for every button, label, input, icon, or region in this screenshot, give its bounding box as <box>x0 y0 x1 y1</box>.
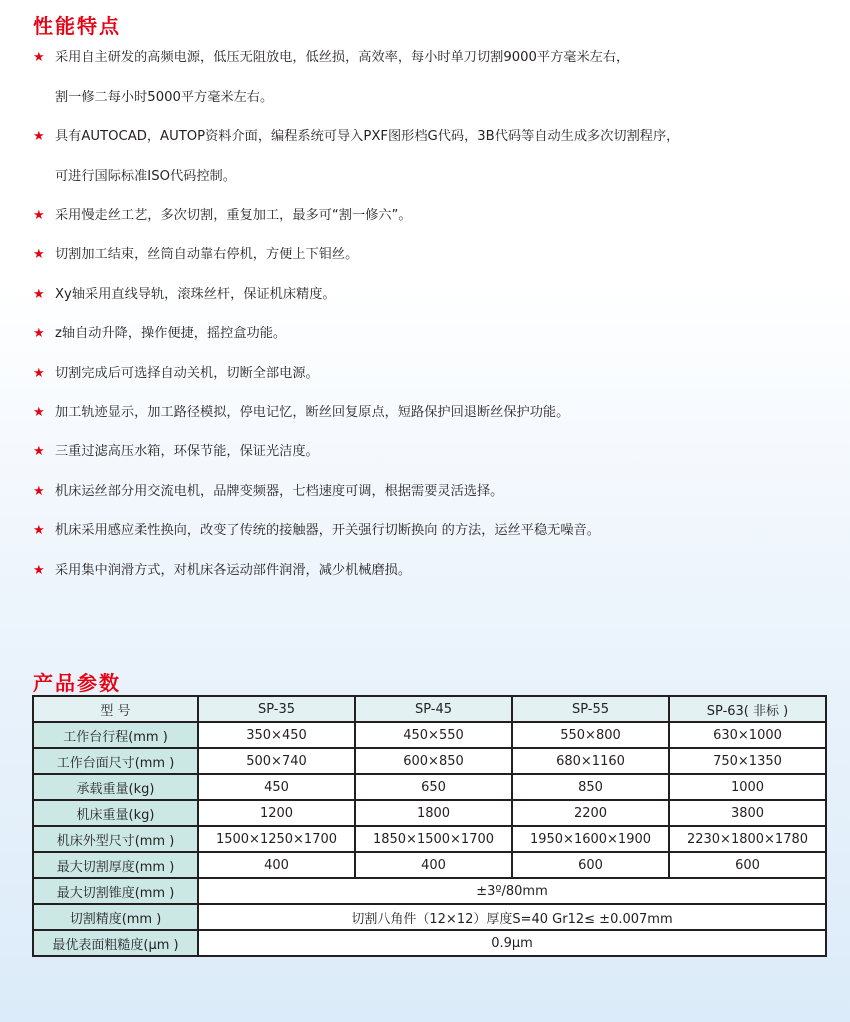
feature-item: ★ 三重过滤高压水箱，环保节能，保证光洁度。 <box>33 442 319 462</box>
star-icon: ★ <box>33 208 45 223</box>
star-icon: ★ <box>33 287 45 302</box>
star-icon: ★ <box>33 366 45 381</box>
value-cell: 1000 <box>669 774 826 800</box>
value-cell: 400 <box>198 852 355 878</box>
value-cell: 450 <box>198 774 355 800</box>
model-header-cell: SP-35 <box>198 696 355 722</box>
value-cell: 1200 <box>198 800 355 826</box>
row-label-cell: 最大切割锥度(mm ) <box>33 878 198 904</box>
feature-item: ★ 采用集中润滑方式，对机床各运动部件润滑，减少机械磨损。 <box>33 561 411 581</box>
feature-item: ★ 切割完成后可选择自动关机，切断全部电源。 <box>33 364 319 384</box>
star-icon: ★ <box>33 484 45 499</box>
merged-value-cell: 切割八角件（12×12）厚度S=40 Gr12≤ ±0.007mm <box>198 904 826 930</box>
star-icon: ★ <box>33 326 45 341</box>
value-cell: 600 <box>669 852 826 878</box>
model-header-cell: SP-63( 非标 ) <box>669 696 826 722</box>
feature-item: ★ z轴自动升降，操作便捷，摇控盒功能。 <box>33 324 286 344</box>
model-header-cell: SP-55 <box>512 696 669 722</box>
value-cell: 400 <box>355 852 512 878</box>
feature-item-continuation: 可进行国际标准ISO代码控制。 <box>55 169 236 184</box>
value-cell: 3800 <box>669 800 826 826</box>
feature-item: ★ 切割加工结束，丝筒自动靠右停机，方便上下钼丝。 <box>33 245 358 265</box>
feature-item-continuation: 割一修二每小时5000平方毫米左右。 <box>55 90 274 105</box>
value-cell: 500×740 <box>198 748 355 774</box>
star-icon: ★ <box>33 444 45 459</box>
value-cell: 550×800 <box>512 722 669 748</box>
row-label-cell: 机床重量(kg) <box>33 800 198 826</box>
table-row-merged <box>33 904 826 930</box>
header-label-cell: 型 号 <box>33 696 198 722</box>
value-cell: 1850×1500×1700 <box>355 826 512 852</box>
feature-item: ★ 采用自主研发的高频电源，低压无阻放电，低丝损，高效率，每小时单刀切割9000平方毫米左右， <box>33 48 629 68</box>
value-cell: 850 <box>512 774 669 800</box>
row-label-cell: 工作台面尺寸(mm ) <box>33 748 198 774</box>
merged-value-cell: 0.9μm <box>198 930 826 956</box>
features-title: 性能特点 <box>33 14 121 38</box>
value-cell: 650 <box>355 774 512 800</box>
star-icon: ★ <box>33 563 45 578</box>
row-label-cell: 最大切割厚度(mm ) <box>33 852 198 878</box>
feature-item: ★ 机床采用感应柔性换向，改变了传统的接触器，开关强行切断换向 的方法，运丝平稳无噪音。 <box>33 521 600 541</box>
table-row-merged <box>33 930 826 956</box>
value-cell: 350×450 <box>198 722 355 748</box>
star-icon: ★ <box>33 247 45 262</box>
table-row <box>33 722 826 748</box>
value-cell: 2230×1800×1780 <box>669 826 826 852</box>
row-label-cell: 承载重量(kg) <box>33 774 198 800</box>
feature-item: ★ 机床运丝部分用交流电机，品牌变频器，七档速度可调，根据需要灵活选择。 <box>33 482 503 502</box>
table-row <box>33 774 826 800</box>
row-label-cell: 工作台行程(mm ) <box>33 722 198 748</box>
value-cell: 680×1160 <box>512 748 669 774</box>
table-row <box>33 748 826 774</box>
row-label-cell: 切割精度(mm ) <box>33 904 198 930</box>
table-row <box>33 826 826 852</box>
merged-value-cell: ±3º/80mm <box>198 878 826 904</box>
table-row <box>33 800 826 826</box>
params-title: 产品参数 <box>33 671 121 695</box>
value-cell: 2200 <box>512 800 669 826</box>
value-cell: 750×1350 <box>669 748 826 774</box>
feature-item: ★ 具有AUTOCAD，AUTOP资料介面，编程系统可导入PXF图形档G代码，3B代码等自动生成多次切割程序， <box>33 127 679 147</box>
feature-item: ★ 加工轨迹显示，加工路径模拟，停电记忆，断丝回复原点，短路保护回退断丝保护功能。 <box>33 403 569 423</box>
star-icon: ★ <box>33 129 45 144</box>
value-cell: 1500×1250×1700 <box>198 826 355 852</box>
value-cell: 1800 <box>355 800 512 826</box>
feature-item: ★ Xy轴采用直线导轨，滚珠丝杆，保证机床精度。 <box>33 285 336 305</box>
value-cell: 630×1000 <box>669 722 826 748</box>
params-table <box>32 695 827 957</box>
star-icon: ★ <box>33 50 45 65</box>
value-cell: 450×550 <box>355 722 512 748</box>
row-label-cell: 最优表面粗糙度(μm ) <box>33 930 198 956</box>
value-cell: 600×850 <box>355 748 512 774</box>
value-cell: 600 <box>512 852 669 878</box>
feature-item: ★ 采用慢走丝工艺，多次切割，重复加工，最多可“割一修六”。 <box>33 206 412 226</box>
star-icon: ★ <box>33 405 45 420</box>
row-label-cell: 机床外型尺寸(mm ) <box>33 826 198 852</box>
table-row <box>33 852 826 878</box>
value-cell: 1950×1600×1900 <box>512 826 669 852</box>
star-icon: ★ <box>33 523 45 538</box>
table-row-merged <box>33 878 826 904</box>
model-header-cell: SP-45 <box>355 696 512 722</box>
table-header-row <box>33 696 826 722</box>
